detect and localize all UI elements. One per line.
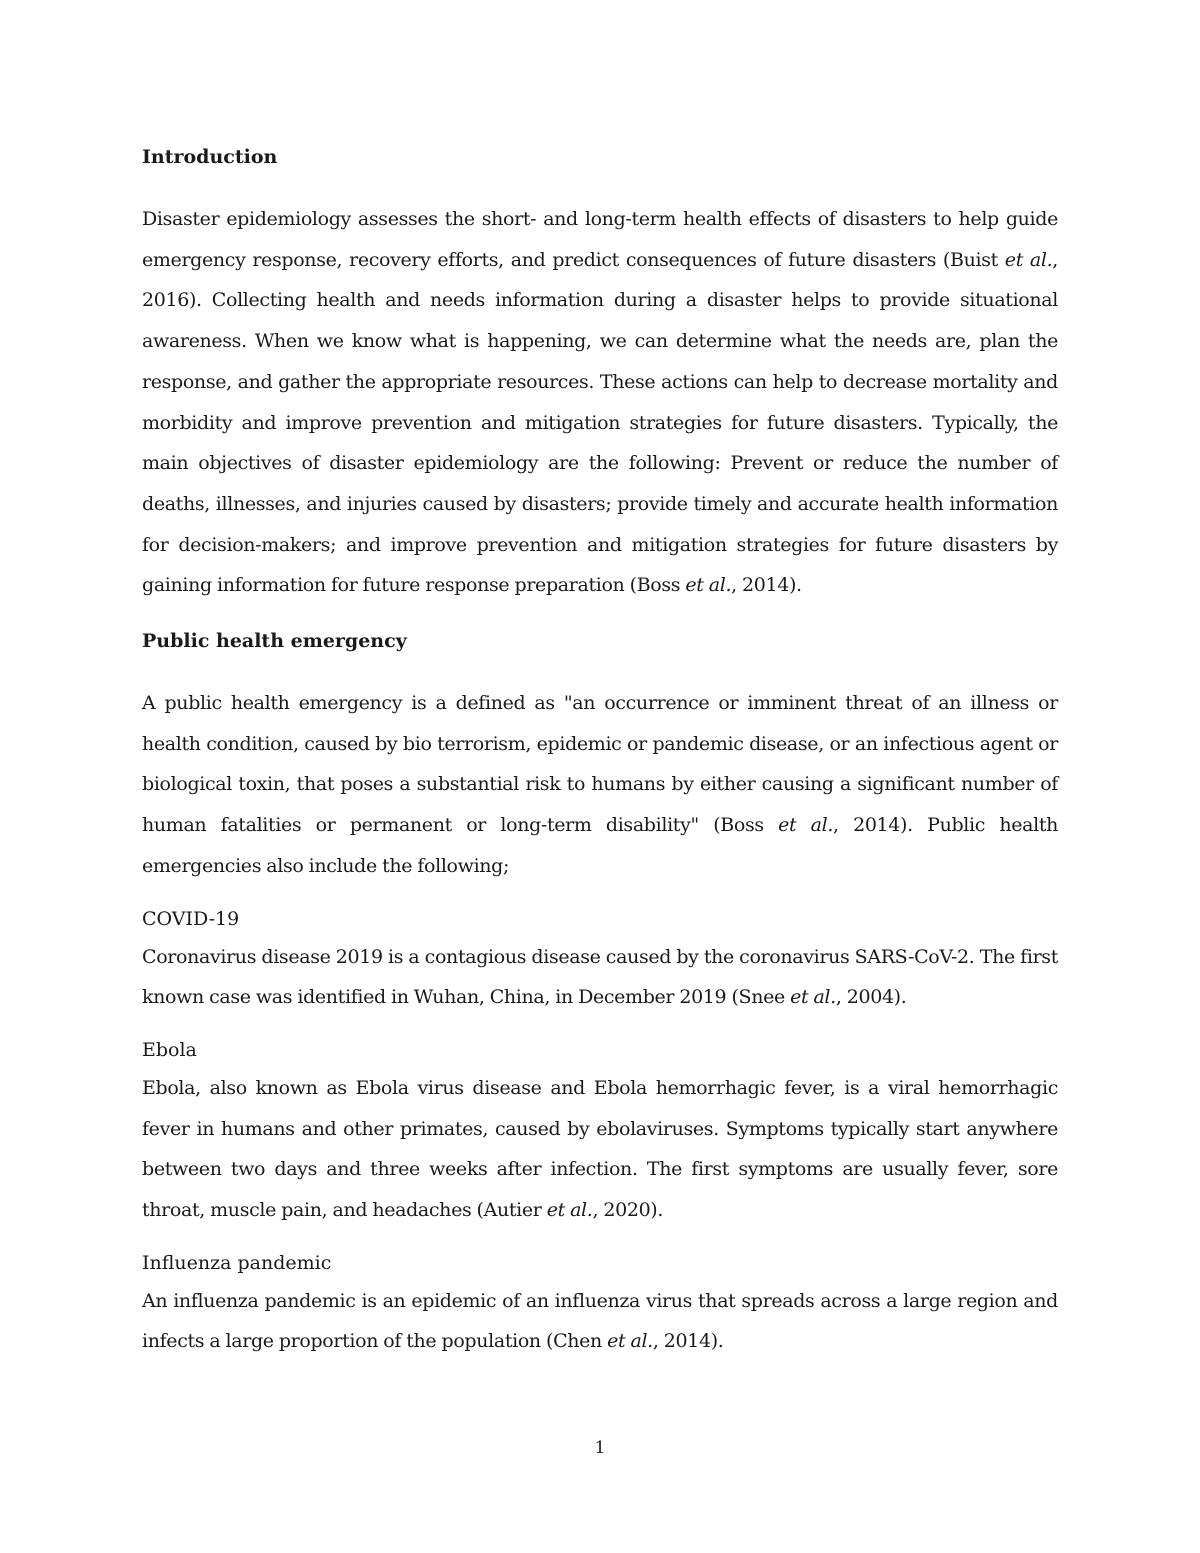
covid-text-2: , 2004). bbox=[835, 986, 907, 1009]
intro-text-1: Disaster epidemiology assesses the short- and long-term health effects of disasters to help guide emergency response, recovery efforts, and predict consequences of future disasters (Buist bbox=[142, 208, 1058, 271]
paragraph-influenza bbox=[142, 1281, 1058, 1362]
public-health-text-1: A public health emergency is a defined as "an occurrence or imminent threat of an illness or health condition, caused by bio terrorism, epidemic or pandemic disease, or an infectious agent or biological toxin, that poses a substantial risk to humans by either causing a significant number of human fatalities or permanent or long-term disability" (Boss bbox=[142, 692, 1058, 837]
paragraph-ebola bbox=[142, 1068, 1058, 1231]
subheading-ebola: Ebola bbox=[142, 1038, 197, 1061]
covid-text-1: Coronavirus disease 2019 is a contagious disease caused by the coronavirus SARS-CoV-2. The first known case was identified in Wuhan, China, in December 2019 (Snee bbox=[142, 945, 1058, 1009]
heading-public-health-emergency: Public health emergency bbox=[142, 630, 407, 653]
intro-citation-italic-1: et al. bbox=[1004, 248, 1053, 271]
paragraph-introduction bbox=[142, 199, 1058, 606]
document-body bbox=[142, 143, 1058, 1362]
paragraph-covid bbox=[142, 937, 1058, 1018]
subheading-influenza: Influenza pandemic bbox=[142, 1251, 332, 1274]
heading-introduction: Introduction bbox=[142, 146, 278, 168]
paragraph-public-health bbox=[142, 683, 1058, 887]
public-health-citation-italic: et al. bbox=[778, 814, 834, 837]
intro-text-2: , 2016). Collecting health and needs information during a disaster helps to provide situational awareness. When we know what is happening, we can determine what the needs are, plan the response, and gather the appropriate resources. These actions can help to decrease mortality and morbidity and improve prevention and mitigation strategies for future disasters. Typically, the main objectives of disaster epidemiology are the following: Prevent or reduce the number of deaths, illnesses, and injuries caused by disasters; provide timely and accurate health information for decision-makers; and improve prevention and mitigation strategies for future disasters by gaining information for future response preparation (Boss bbox=[142, 248, 1058, 597]
intro-citation-italic-2: et al. bbox=[685, 574, 732, 597]
page-number: 1 bbox=[594, 1438, 606, 1458]
influenza-citation-italic: et al. bbox=[607, 1330, 653, 1353]
subheading-covid: COVID-19 bbox=[142, 907, 240, 930]
influenza-text-1: An influenza pandemic is an epidemic of an influenza virus that spreads across a large region and infects a large proportion of the population (Chen bbox=[142, 1289, 1058, 1353]
ebola-text-1: Ebola, also known as Ebola virus disease and Ebola hemorrhagic fever, is a viral hemorrhagic fever in humans and other primates, caused by ebolaviruses. Symptoms typically start anywhere between two days and three weeks after infection. The first symptoms are usually fever, sore throat, muscle pain, and headaches (Autier bbox=[142, 1076, 1058, 1222]
intro-text-3: , 2014). bbox=[731, 574, 802, 597]
covid-citation-italic: et al. bbox=[790, 986, 836, 1009]
public-health-text-2: , 2014). Public health emergencies also include the following; bbox=[142, 814, 1059, 877]
ebola-citation-italic: et al. bbox=[546, 1199, 593, 1222]
ebola-text-2: , 2020). bbox=[592, 1199, 664, 1222]
influenza-text-2: , 2014). bbox=[652, 1330, 724, 1353]
